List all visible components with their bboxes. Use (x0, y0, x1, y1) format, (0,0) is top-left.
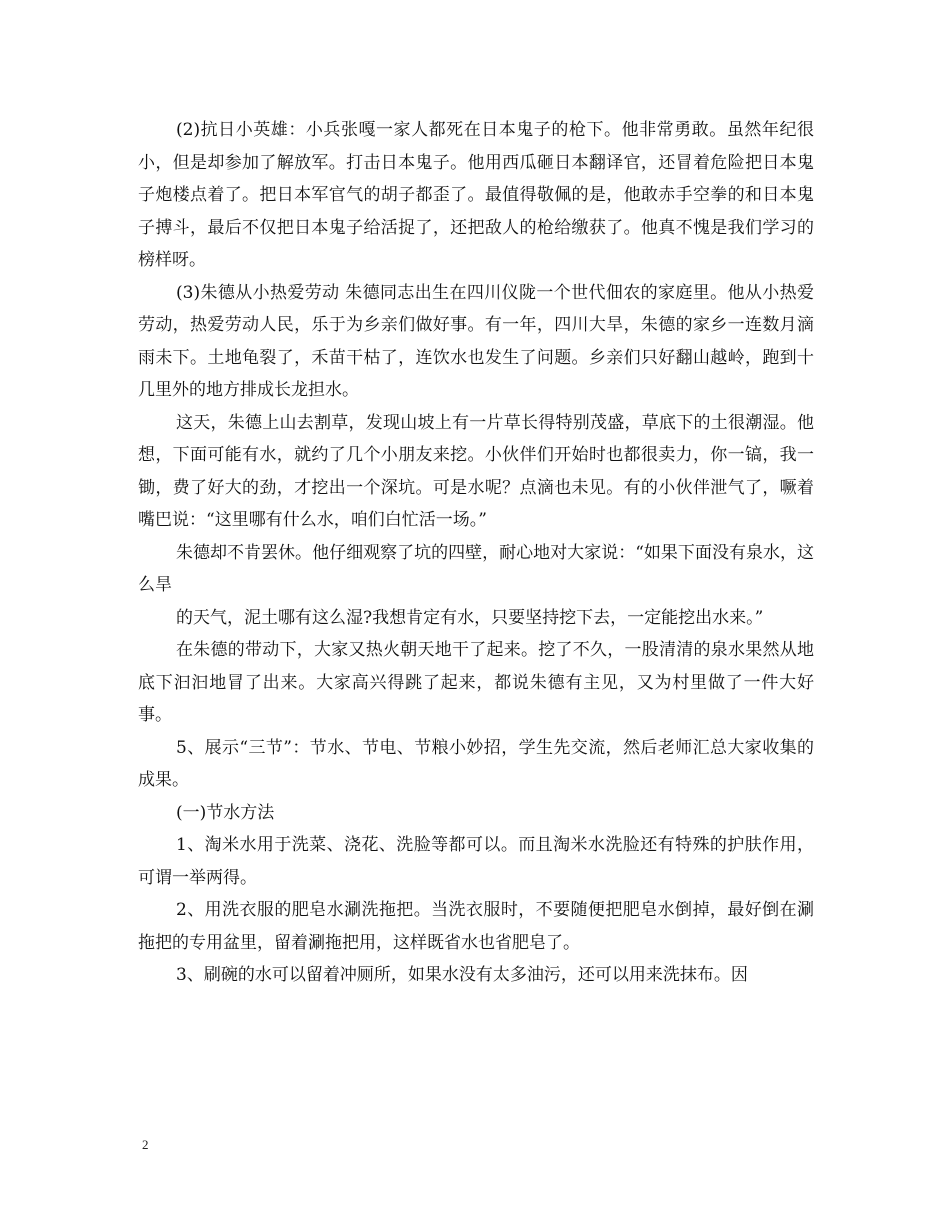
paragraph-zhu-de-digging: 这天，朱德上山去割草，发现山坡上有一片草长得特别茂盛，草底下的土很潮湿。他想，下面可能有水，就约了几个小朋友来挖。小伙伴们开始时也都很卖力，你一镐，我一锄，费了好大的劲，才挖出一个深坑。可是水呢？点滴也未见。有的小伙伴泄气了，噘着嘴巴说：“这里哪有什么水，咱们白忙活一场。” (138, 412, 814, 530)
paragraph-zhu-de-quote: 的天气，泥土哪有这么湿?我想肯定有水，只要坚持挖下去，一定能挖出水来。” (176, 607, 764, 628)
document-body (138, 114, 814, 992)
paragraph-three-savings: 5、展示“三节”：节水、节电、节粮小妙招，学生先交流，然后老师汇总大家收集的成果。 (138, 737, 814, 790)
list-item-soap-water: 2、用洗衣服的肥皂水涮洗拖把。当洗衣服时，不要随便把肥皂水倒掉，最好倒在涮拖把的专用盆里，留着涮拖把用，这样既省水也省肥皂了。 (138, 900, 814, 953)
paragraph-zhu-de-intro: (3)朱德从小热爱劳动 朱德同志出生在四川仪陇一个世代佃农的家庭里。他从小热爱劳动，热爱劳动人民，乐于为乡亲们做好事。有一年，四川大旱，朱德的家乡一连数月滴雨未下。土地龟裂了，禾苗干枯了，连饮水也发生了问题。乡亲们只好翻山越岭，跑到十几里外的地方排成长龙担水。 (138, 282, 814, 400)
page-number: 2 (142, 1137, 149, 1152)
paragraph-little-hero: (2)抗日小英雄：小兵张嘎一家人都死在日本鬼子的枪下。他非常勇敢。虽然年纪很小，但是却参加了解放军。打击日本鬼子。他用西瓜砸日本翻译官，还冒着危险把日本鬼子炮楼点着了。把日本军官气的胡子都歪了。最值得敬佩的是，他敢赤手空拳的和日本鬼子搏斗，最后不仅把日本鬼子给活捉了，还把敌人的枪给缴获了。他真不愧是我们学习的榜样呀。 (138, 120, 814, 270)
paragraph-zhu-de-persists: 朱德却不肯罢休。他仔细观察了坑的四壁，耐心地对大家说：“如果下面没有泉水，这么旱 (138, 542, 814, 595)
list-item-rice-water: 1、淘米水用于洗菜、浇花、洗脸等都可以。而且淘米水洗脸还有特殊的护肤作用，可谓一举两得。 (138, 835, 814, 888)
list-item-dish-water: 3、刷碗的水可以留着冲厕所，如果水没有太多油污，还可以用来洗抹布。因 (176, 965, 748, 985)
section-heading-water-saving: (一)节水方法 (176, 802, 275, 823)
paragraph-spring-found: 在朱德的带动下，大家又热火朝天地干了起来。挖了不久，一股清清的泉水果然从地底下汩汩地冒了出来。大家高兴得跳了起来，都说朱德有主见，又为村里做了一件大好事。 (138, 640, 814, 725)
